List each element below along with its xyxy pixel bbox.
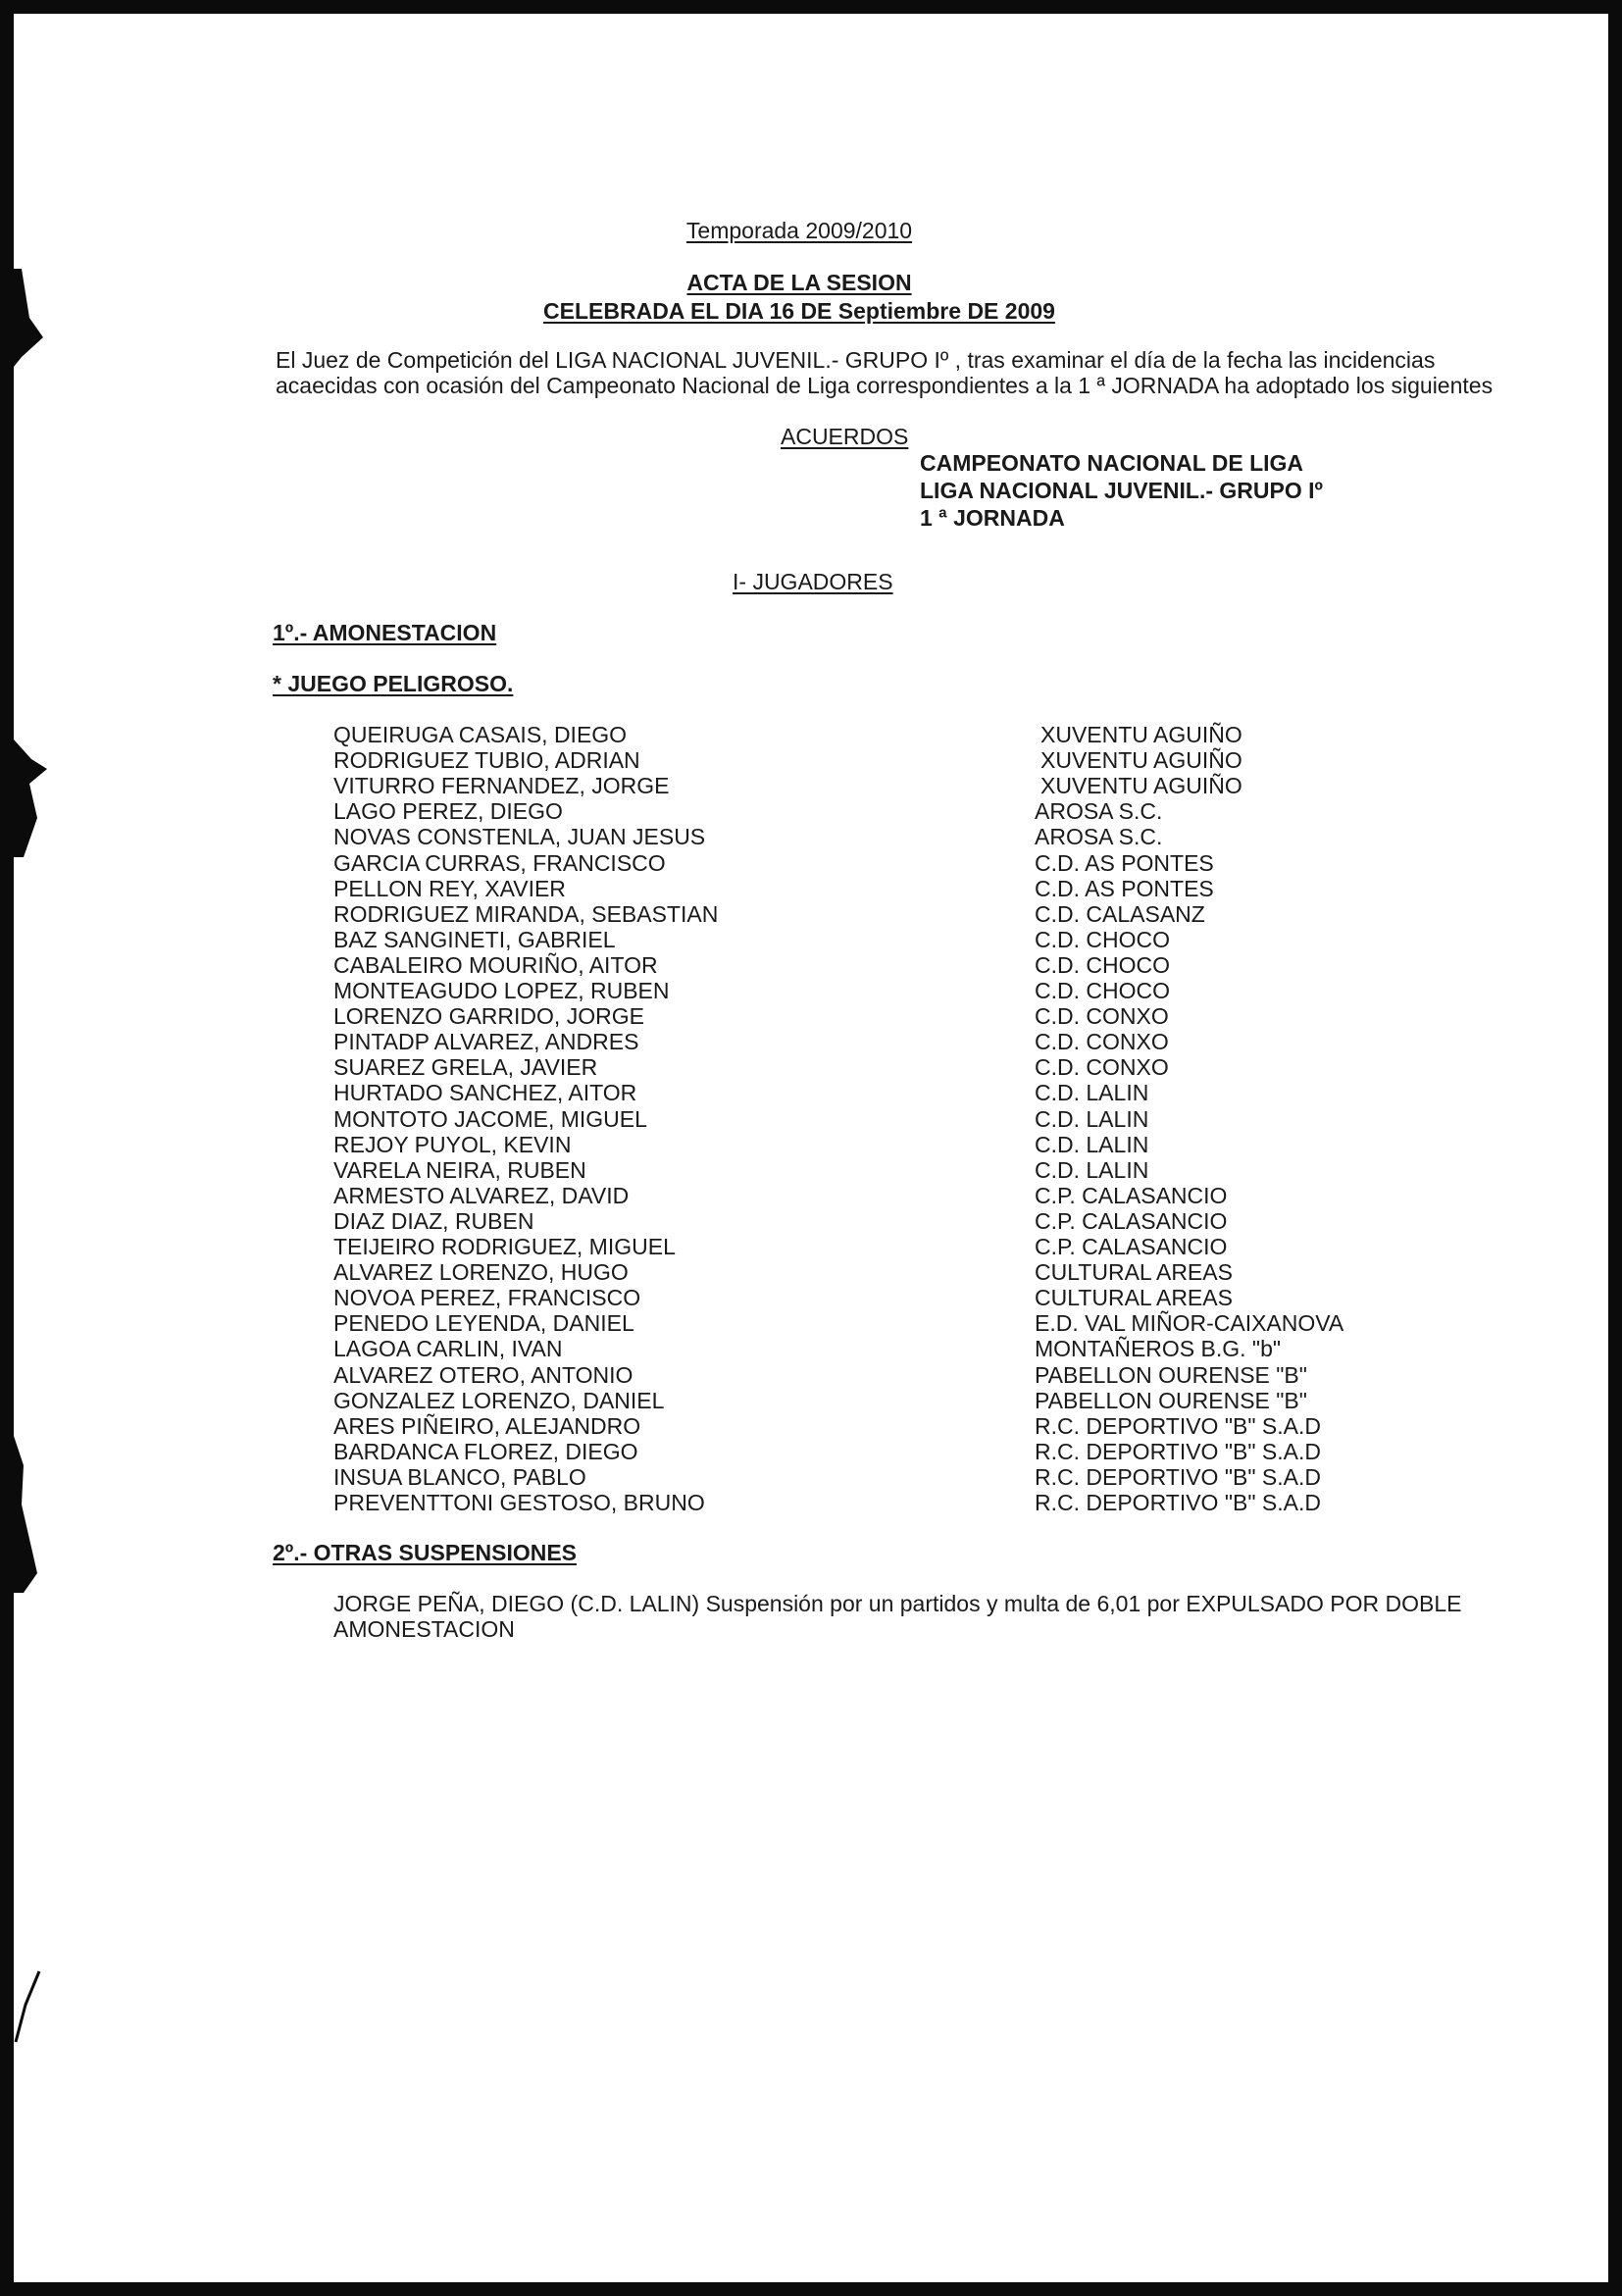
scan-edge-mark-icon [14,269,43,367]
player-name: CABALEIRO MOURIÑO, AITOR [333,952,658,978]
player-name: NOVOA PEREZ, FRANCISCO [333,1285,641,1310]
intro-line-2: acaecidas con ocasión del Campeonato Nacional de Liga correspondientes a la 1 ª JORNADA ha adoptado los siguientes [276,373,1494,398]
table-row [14,952,1608,978]
player-club: AROSA S.C. [1035,798,1163,824]
player-club: CULTURAL AREAS [1035,1259,1233,1285]
player-club: R.C. DEPORTIVO "B" S.A.D [1035,1464,1321,1490]
juego-peligroso-heading: * JUEGO PELIGROSO. [273,671,514,696]
player-name: PREVENTTONI GESTOSO, BRUNO [333,1490,705,1515]
table-row [14,824,1608,849]
amonestacion-heading: 1º.- AMONESTACION [273,620,497,645]
scan-edge-mark-icon [14,1965,43,2044]
player-club: C.P. CALASANCIO [1035,1183,1228,1208]
player-club: C.D. CHOCO [1035,927,1170,952]
player-club: XUVENTU AGUIÑO [1040,747,1242,773]
player-name: BAZ SANGINETI, GABRIEL [333,927,616,952]
table-row [14,1157,1608,1183]
player-club: R.C. DEPORTIVO "B" S.A.D [1035,1490,1321,1515]
player-name: ARMESTO ALVAREZ, DAVID [333,1183,630,1208]
player-name: PELLON REY, XAVIER [333,876,566,901]
player-club: C.D. CONXO [1035,1054,1169,1080]
acuerdos-label: ACUERDOS [781,424,909,449]
player-club: C.D. AS PONTES [1035,876,1214,901]
player-club: C.D. CALASANZ [1035,901,1205,927]
table-row [14,1183,1608,1208]
player-name: GARCIA CURRAS, FRANCISCO [333,850,666,876]
player-name: HURTADO SANCHEZ, AITOR [333,1080,637,1105]
table-row [14,1336,1608,1361]
player-name: PENEDO LEYENDA, DANIEL [333,1310,634,1336]
table-row [14,1029,1608,1054]
player-club: C.D. LALIN [1035,1080,1149,1105]
table-row [14,1003,1608,1029]
player-club: XUVENTU AGUIÑO [1040,722,1242,747]
table-row [14,1464,1608,1490]
player-club: R.C. DEPORTIVO "B" S.A.D [1035,1439,1321,1464]
table-row [14,1054,1608,1080]
scan-edge-mark-icon [14,1436,43,1593]
table-row [14,1490,1608,1515]
player-club: C.D. CONXO [1035,1029,1169,1054]
table-row [14,1259,1608,1285]
season-title: Temporada 2009/2010 [685,218,913,243]
player-name: ARES PIÑEIRO, ALEJANDRO [333,1413,641,1439]
player-name: GONZALEZ LORENZO, DANIEL [333,1388,665,1413]
table-row [14,773,1608,798]
table-row [14,876,1608,901]
player-name: RODRIGUEZ MIRANDA, SEBASTIAN [333,901,719,927]
player-club: PABELLON OURENSE "B" [1035,1388,1307,1413]
table-row [14,1413,1608,1439]
table-row [14,1285,1608,1310]
player-name: MONTEAGUDO LOPEZ, RUBEN [333,978,670,1003]
table-row [14,1106,1608,1132]
table-row [14,1310,1608,1336]
table-row [14,1208,1608,1234]
player-club: C.D. AS PONTES [1035,850,1214,876]
player-name: REJOY PUYOL, KEVIN [333,1132,572,1157]
players-section-title: I- JUGADORES [733,569,893,594]
player-name: LAGOA CARLIN, IVAN [333,1336,563,1361]
player-club: C.P. CALASANCIO [1035,1208,1228,1234]
player-club: MONTAÑEROS B.G. "b" [1035,1336,1282,1361]
player-name: DIAZ DIAZ, RUBEN [333,1208,534,1234]
player-name: VARELA NEIRA, RUBEN [333,1157,586,1183]
table-row [14,901,1608,927]
player-name: LAGO PEREZ, DIEGO [333,798,563,824]
player-club: XUVENTU AGUIÑO [1040,773,1242,798]
player-club: C.D. LALIN [1035,1106,1149,1132]
player-name: INSUA BLANCO, PABLO [333,1464,586,1490]
otras-suspensiones-heading: 2º.- OTRAS SUSPENSIONES [273,1540,578,1565]
acta-title: ACTA DE LA SESION [686,270,912,295]
player-club: R.C. DEPORTIVO "B" S.A.D [1035,1413,1321,1439]
player-name: BARDANCA FLOREZ, DIEGO [333,1439,638,1464]
suspension-line-2: AMONESTACION [333,1616,515,1642]
round-name: 1 ª JORNADA [920,505,1065,531]
player-club: C.P. CALASANCIO [1035,1234,1228,1259]
table-row [14,1234,1608,1259]
table-row [14,798,1608,824]
intro-line-1: El Juez de Competición del LIGA NACIONAL JUVENIL.- GRUPO Iº , tras examinar el día de la fecha las incidencias [276,347,1436,373]
table-row [14,927,1608,952]
player-name: LORENZO GARRIDO, JORGE [333,1003,644,1029]
table-row [14,1080,1608,1105]
player-name: NOVAS CONSTENLA, JUAN JESUS [333,824,706,849]
player-club: C.D. LALIN [1035,1157,1149,1183]
table-row [14,747,1608,773]
player-name: ALVAREZ OTERO, ANTONIO [333,1362,634,1388]
scan-edge-mark-icon [14,740,53,857]
player-name: RODRIGUEZ TUBIO, ADRIAN [333,747,640,773]
player-name: SUAREZ GRELA, JAVIER [333,1054,598,1080]
table-row [14,1362,1608,1388]
player-club: E.D. VAL MIÑOR-CAIXANOVA [1035,1310,1344,1336]
competition-name: CAMPEONATO NACIONAL DE LIGA [920,450,1304,476]
player-name: QUEIRUGA CASAIS, DIEGO [333,722,628,747]
player-name: MONTOTO JACOME, MIGUEL [333,1106,647,1132]
player-club: C.D. LALIN [1035,1132,1149,1157]
player-club: AROSA S.C. [1035,824,1163,849]
player-club: CULTURAL AREAS [1035,1285,1233,1310]
document-page [14,14,1608,2282]
player-name: TEIJEIRO RODRIGUEZ, MIGUEL [333,1234,676,1259]
league-name: LIGA NACIONAL JUVENIL.- GRUPO Iº [920,478,1323,503]
table-row [14,1388,1608,1413]
player-club: C.D. CHOCO [1035,978,1170,1003]
player-name: PINTADP ALVAREZ, ANDRES [333,1029,639,1054]
suspension-line-1: JORGE PEÑA, DIEGO (C.D. LALIN) Suspensión por un partidos y multa de 6,01 por EXPULSADO POR DOBLE [333,1591,1462,1616]
player-name: ALVAREZ LORENZO, HUGO [333,1259,629,1285]
table-row [14,850,1608,876]
table-row [14,1439,1608,1464]
player-club: C.D. CONXO [1035,1003,1169,1029]
table-row [14,1132,1608,1157]
table-row [14,978,1608,1003]
player-club: PABELLON OURENSE "B" [1035,1362,1307,1388]
player-name: VITURRO FERNANDEZ, JORGE [333,773,670,798]
session-date-title: CELEBRADA EL DIA 16 DE Septiembre DE 2009 [543,298,1055,324]
player-club: C.D. CHOCO [1035,952,1170,978]
table-row [14,722,1608,747]
